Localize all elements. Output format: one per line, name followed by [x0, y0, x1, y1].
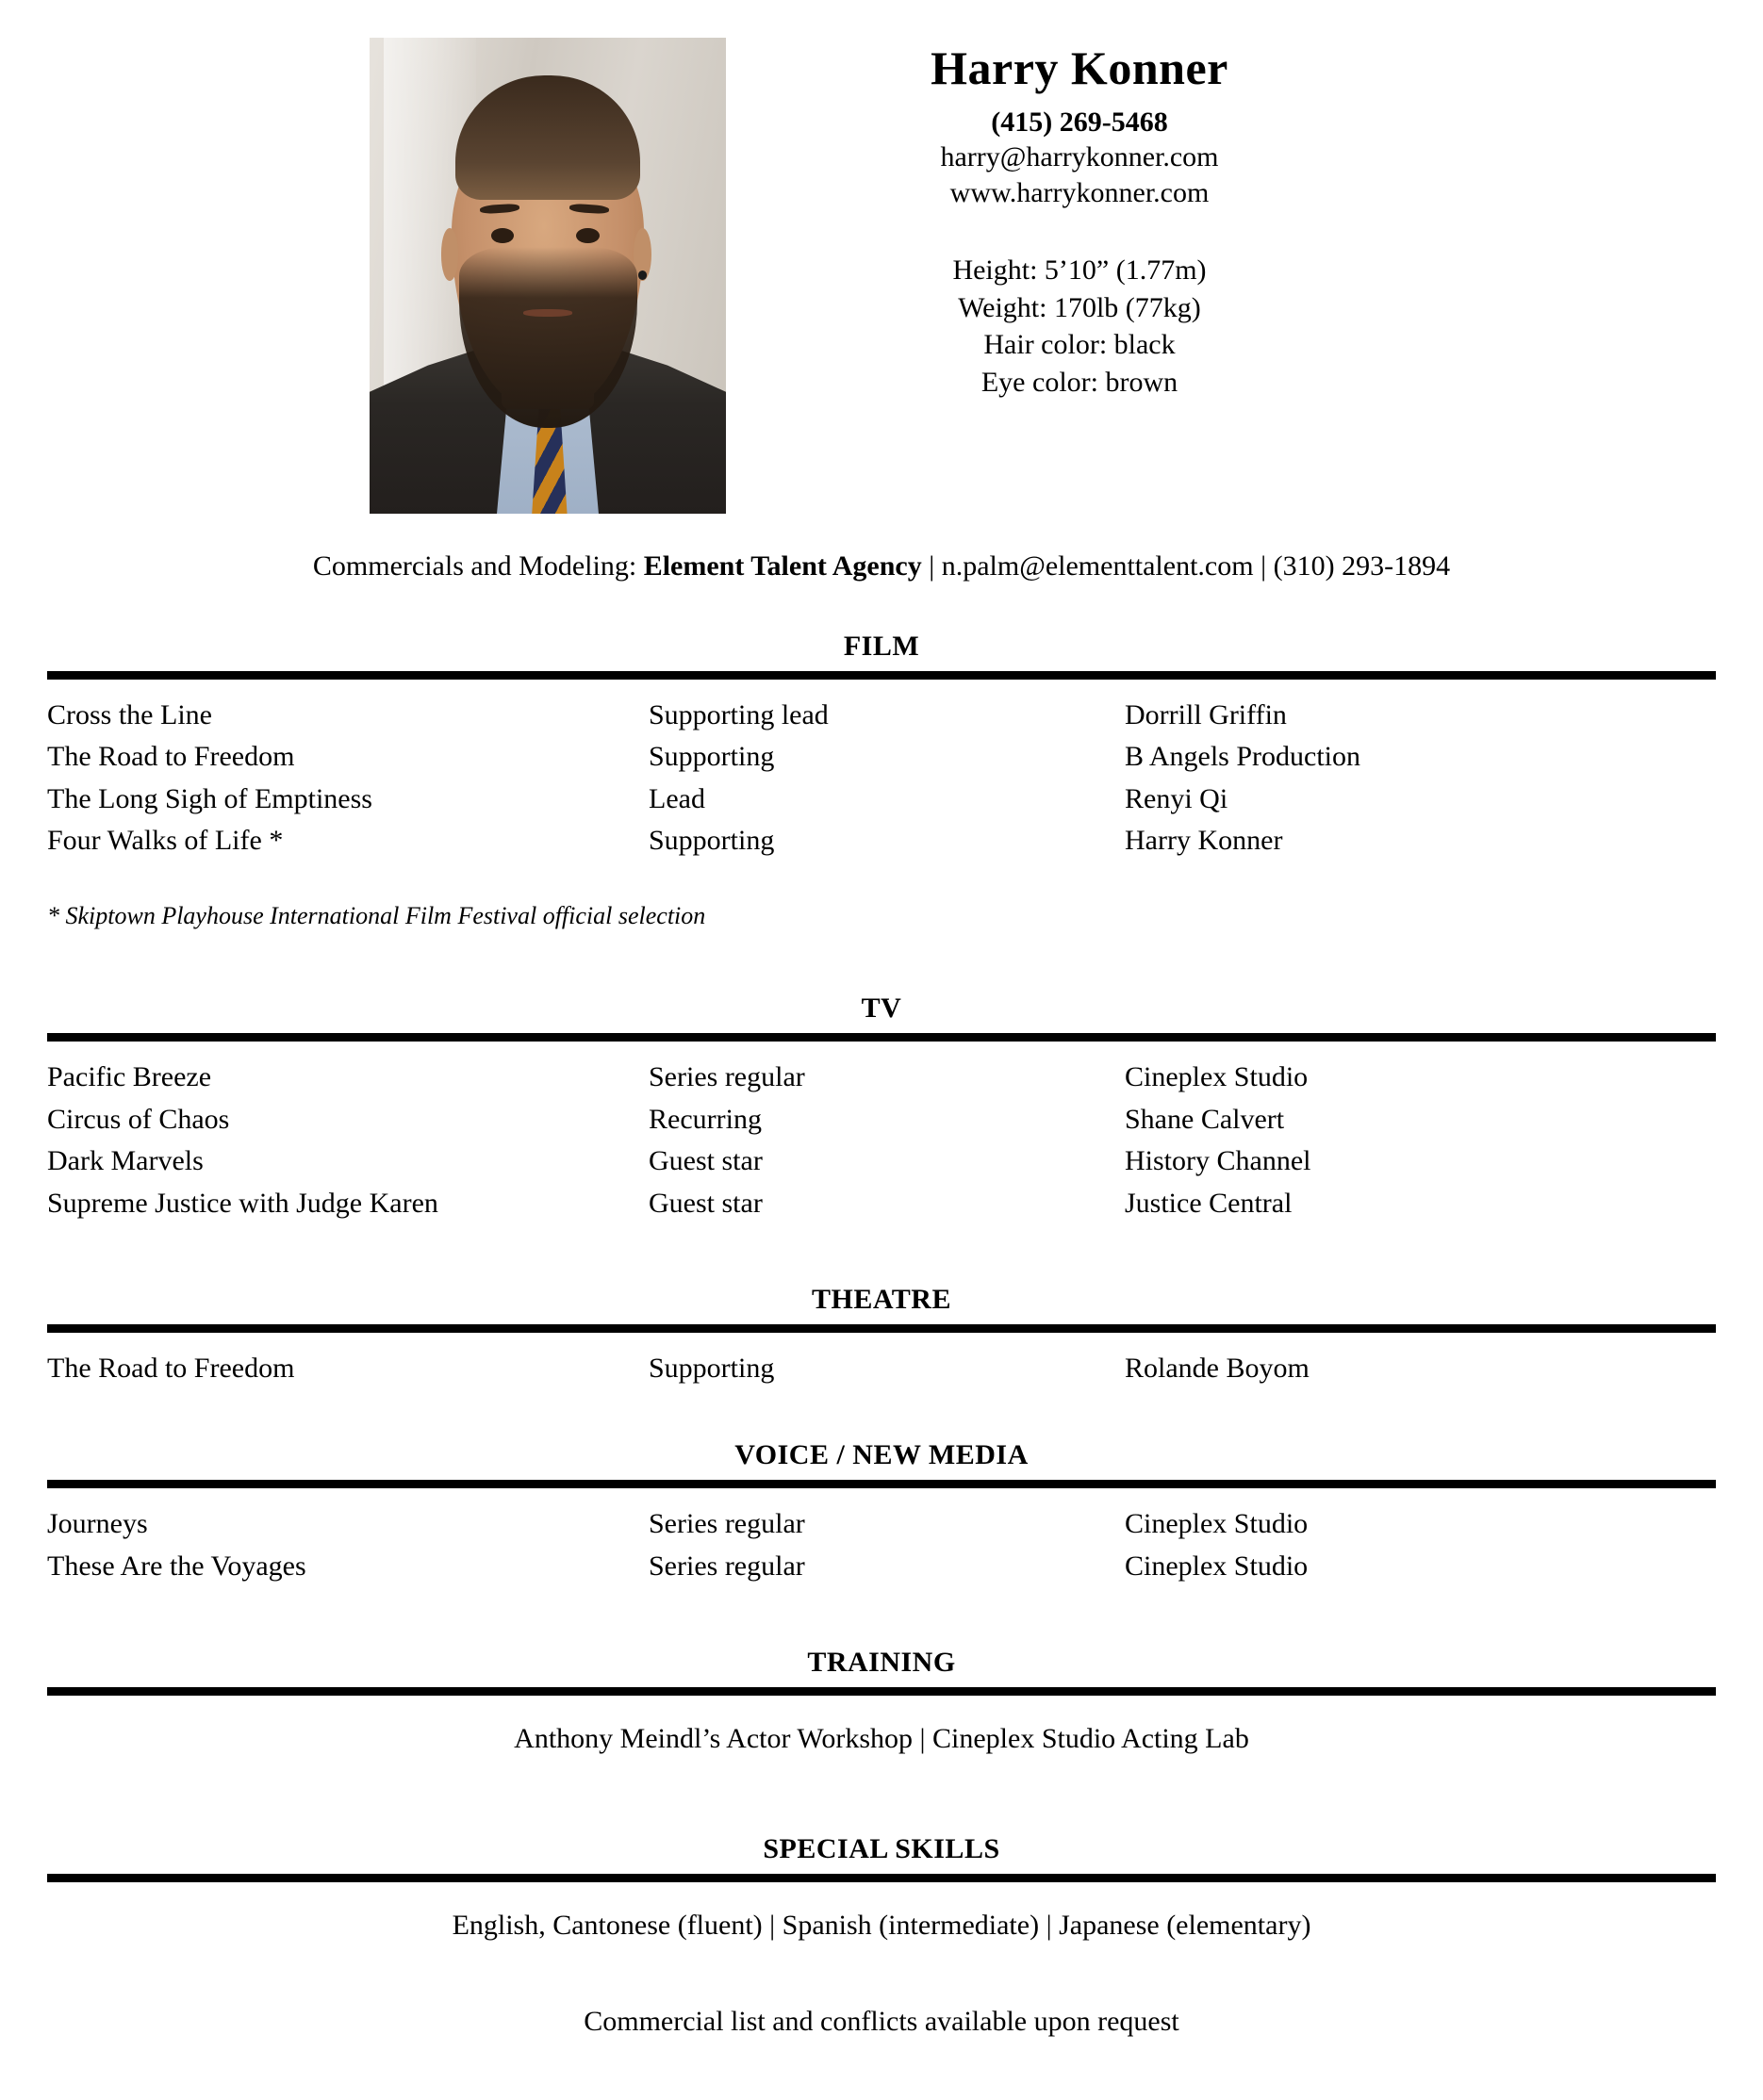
- credit-title: Circus of Chaos: [47, 1103, 230, 1135]
- table-row: [47, 1183, 1716, 1224]
- table-row: [47, 736, 1716, 778]
- credit-role: Supporting lead: [649, 699, 829, 730]
- section-rule-voice: [47, 1480, 1716, 1488]
- credit-title: Four Walks of Life *: [47, 825, 284, 857]
- contact-website[interactable]: www.harrykonner.com: [949, 176, 1210, 208]
- table-row: [47, 1546, 1716, 1587]
- section-title-voice: VOICE / NEW MEDIA: [734, 1439, 1029, 1471]
- stat-weight: Weight: 170lb (77kg): [958, 291, 1201, 323]
- headshot-ear-stud: [638, 271, 647, 279]
- agency-email[interactable]: n.palm@elementtalent.com: [941, 550, 1254, 582]
- credit-role: Series regular: [649, 1508, 805, 1540]
- credit-title: Cross the Line: [47, 699, 212, 730]
- stat-hair-color: Hair color: black: [983, 329, 1176, 361]
- credit-title: The Long Sigh of Emptiness: [47, 782, 372, 814]
- credit-role: Supporting: [649, 1352, 775, 1384]
- credit-company: Justice Central: [1125, 1187, 1293, 1219]
- training-line: Anthony Meindl’s Actor Workshop | Cineplex Studio Acting Lab: [514, 1723, 1249, 1755]
- credit-title: The Road to Freedom: [47, 1352, 295, 1384]
- headshot-photo: [370, 38, 726, 514]
- section-title-film: FILM: [843, 631, 920, 662]
- special-skills-line: English, Cantonese (fluent) | Spanish (intermediate) | Japanese (elementary): [452, 1909, 1311, 1941]
- resume-header: [0, 0, 1763, 514]
- credit-role: Recurring: [649, 1103, 762, 1135]
- agency-prefix: Commercials and Modeling:: [312, 550, 644, 582]
- agency-separator-2: |: [1253, 550, 1274, 582]
- section-rule-training: [47, 1687, 1716, 1696]
- contact-phone: (415) 269-5468: [991, 107, 1168, 138]
- credit-company: Shane Calvert: [1125, 1103, 1285, 1135]
- credit-company: Dorrill Griffin: [1125, 699, 1287, 730]
- credit-company: Cineplex Studio: [1125, 1061, 1309, 1093]
- credit-title: These Are the Voyages: [47, 1550, 306, 1582]
- voice-rows: [47, 1503, 1716, 1587]
- header-info: [726, 38, 1763, 401]
- agency-name: Element Talent Agency: [643, 550, 922, 582]
- section-title-tv: TV: [861, 993, 902, 1025]
- table-row: [47, 695, 1716, 736]
- section-film: [47, 630, 1716, 931]
- credit-company: Cineplex Studio: [1125, 1508, 1309, 1540]
- credit-role: Lead: [649, 782, 705, 814]
- table-row: [47, 1348, 1716, 1389]
- headshot-lips: [523, 309, 573, 317]
- stat-eye-color: Eye color: brown: [980, 366, 1178, 398]
- credit-role: Guest star: [649, 1145, 763, 1177]
- credit-company: Cineplex Studio: [1125, 1550, 1309, 1582]
- credit-company: Harry Konner: [1125, 825, 1283, 857]
- section-voice-new-media: [47, 1438, 1716, 1587]
- headshot-eye-right: [576, 228, 600, 243]
- table-row: [47, 1140, 1716, 1182]
- section-title-special-skills: SPECIAL SKILLS: [763, 1832, 1000, 1864]
- headshot-eye-left: [491, 228, 515, 243]
- credit-title: Journeys: [47, 1508, 148, 1540]
- section-rule-theatre: [47, 1324, 1716, 1333]
- film-footnote: * Skiptown Playhouse International Film Festival official selection: [47, 901, 706, 929]
- film-rows: [47, 695, 1716, 862]
- section-training: [47, 1646, 1716, 1759]
- credit-role: Series regular: [649, 1550, 805, 1582]
- table-row: [47, 779, 1716, 820]
- section-rule-tv: [47, 1033, 1716, 1042]
- footer-note: Commercial list and conflicts available upon request: [584, 2006, 1179, 2038]
- credit-title: Pacific Breeze: [47, 1061, 212, 1093]
- credit-role: Series regular: [649, 1061, 805, 1093]
- table-row: [47, 1503, 1716, 1545]
- section-title-theatre: THEATRE: [812, 1283, 951, 1315]
- physical-stats: [726, 252, 1433, 401]
- section-tv: [47, 992, 1716, 1224]
- headshot-ear-left: [441, 228, 459, 281]
- credit-company: B Angels Production: [1125, 741, 1361, 773]
- credit-role: Supporting: [649, 825, 775, 857]
- stat-height: Height: 5’10” (1.77m): [952, 254, 1207, 286]
- section-title-training: TRAINING: [807, 1647, 956, 1679]
- agency-line: [0, 548, 1763, 584]
- credit-role: Supporting: [649, 741, 775, 773]
- credit-title: The Road to Freedom: [47, 741, 295, 773]
- table-row: [47, 820, 1716, 861]
- credit-company: Renyi Qi: [1125, 782, 1228, 814]
- credit-company: Rolande Boyom: [1125, 1352, 1310, 1384]
- credit-title: Supreme Justice with Judge Karen: [47, 1187, 438, 1219]
- page-title: Harry Konner: [931, 41, 1228, 94]
- tv-rows: [47, 1057, 1716, 1224]
- table-row: [47, 1099, 1716, 1140]
- section-rule-special-skills: [47, 1874, 1716, 1882]
- credit-role: Guest star: [649, 1187, 763, 1219]
- theatre-rows: [47, 1348, 1716, 1389]
- section-theatre: [47, 1283, 1716, 1389]
- agency-separator-1: |: [921, 550, 942, 582]
- credit-title: Dark Marvels: [47, 1145, 204, 1177]
- contact-email[interactable]: harry@harrykonner.com: [940, 141, 1219, 172]
- agency-phone: (310) 293-1894: [1273, 550, 1451, 582]
- table-row: [47, 1057, 1716, 1098]
- section-rule-film: [47, 671, 1716, 680]
- headshot-container: [0, 38, 726, 514]
- section-special-skills: [47, 1832, 1716, 2041]
- credit-company: History Channel: [1125, 1145, 1311, 1177]
